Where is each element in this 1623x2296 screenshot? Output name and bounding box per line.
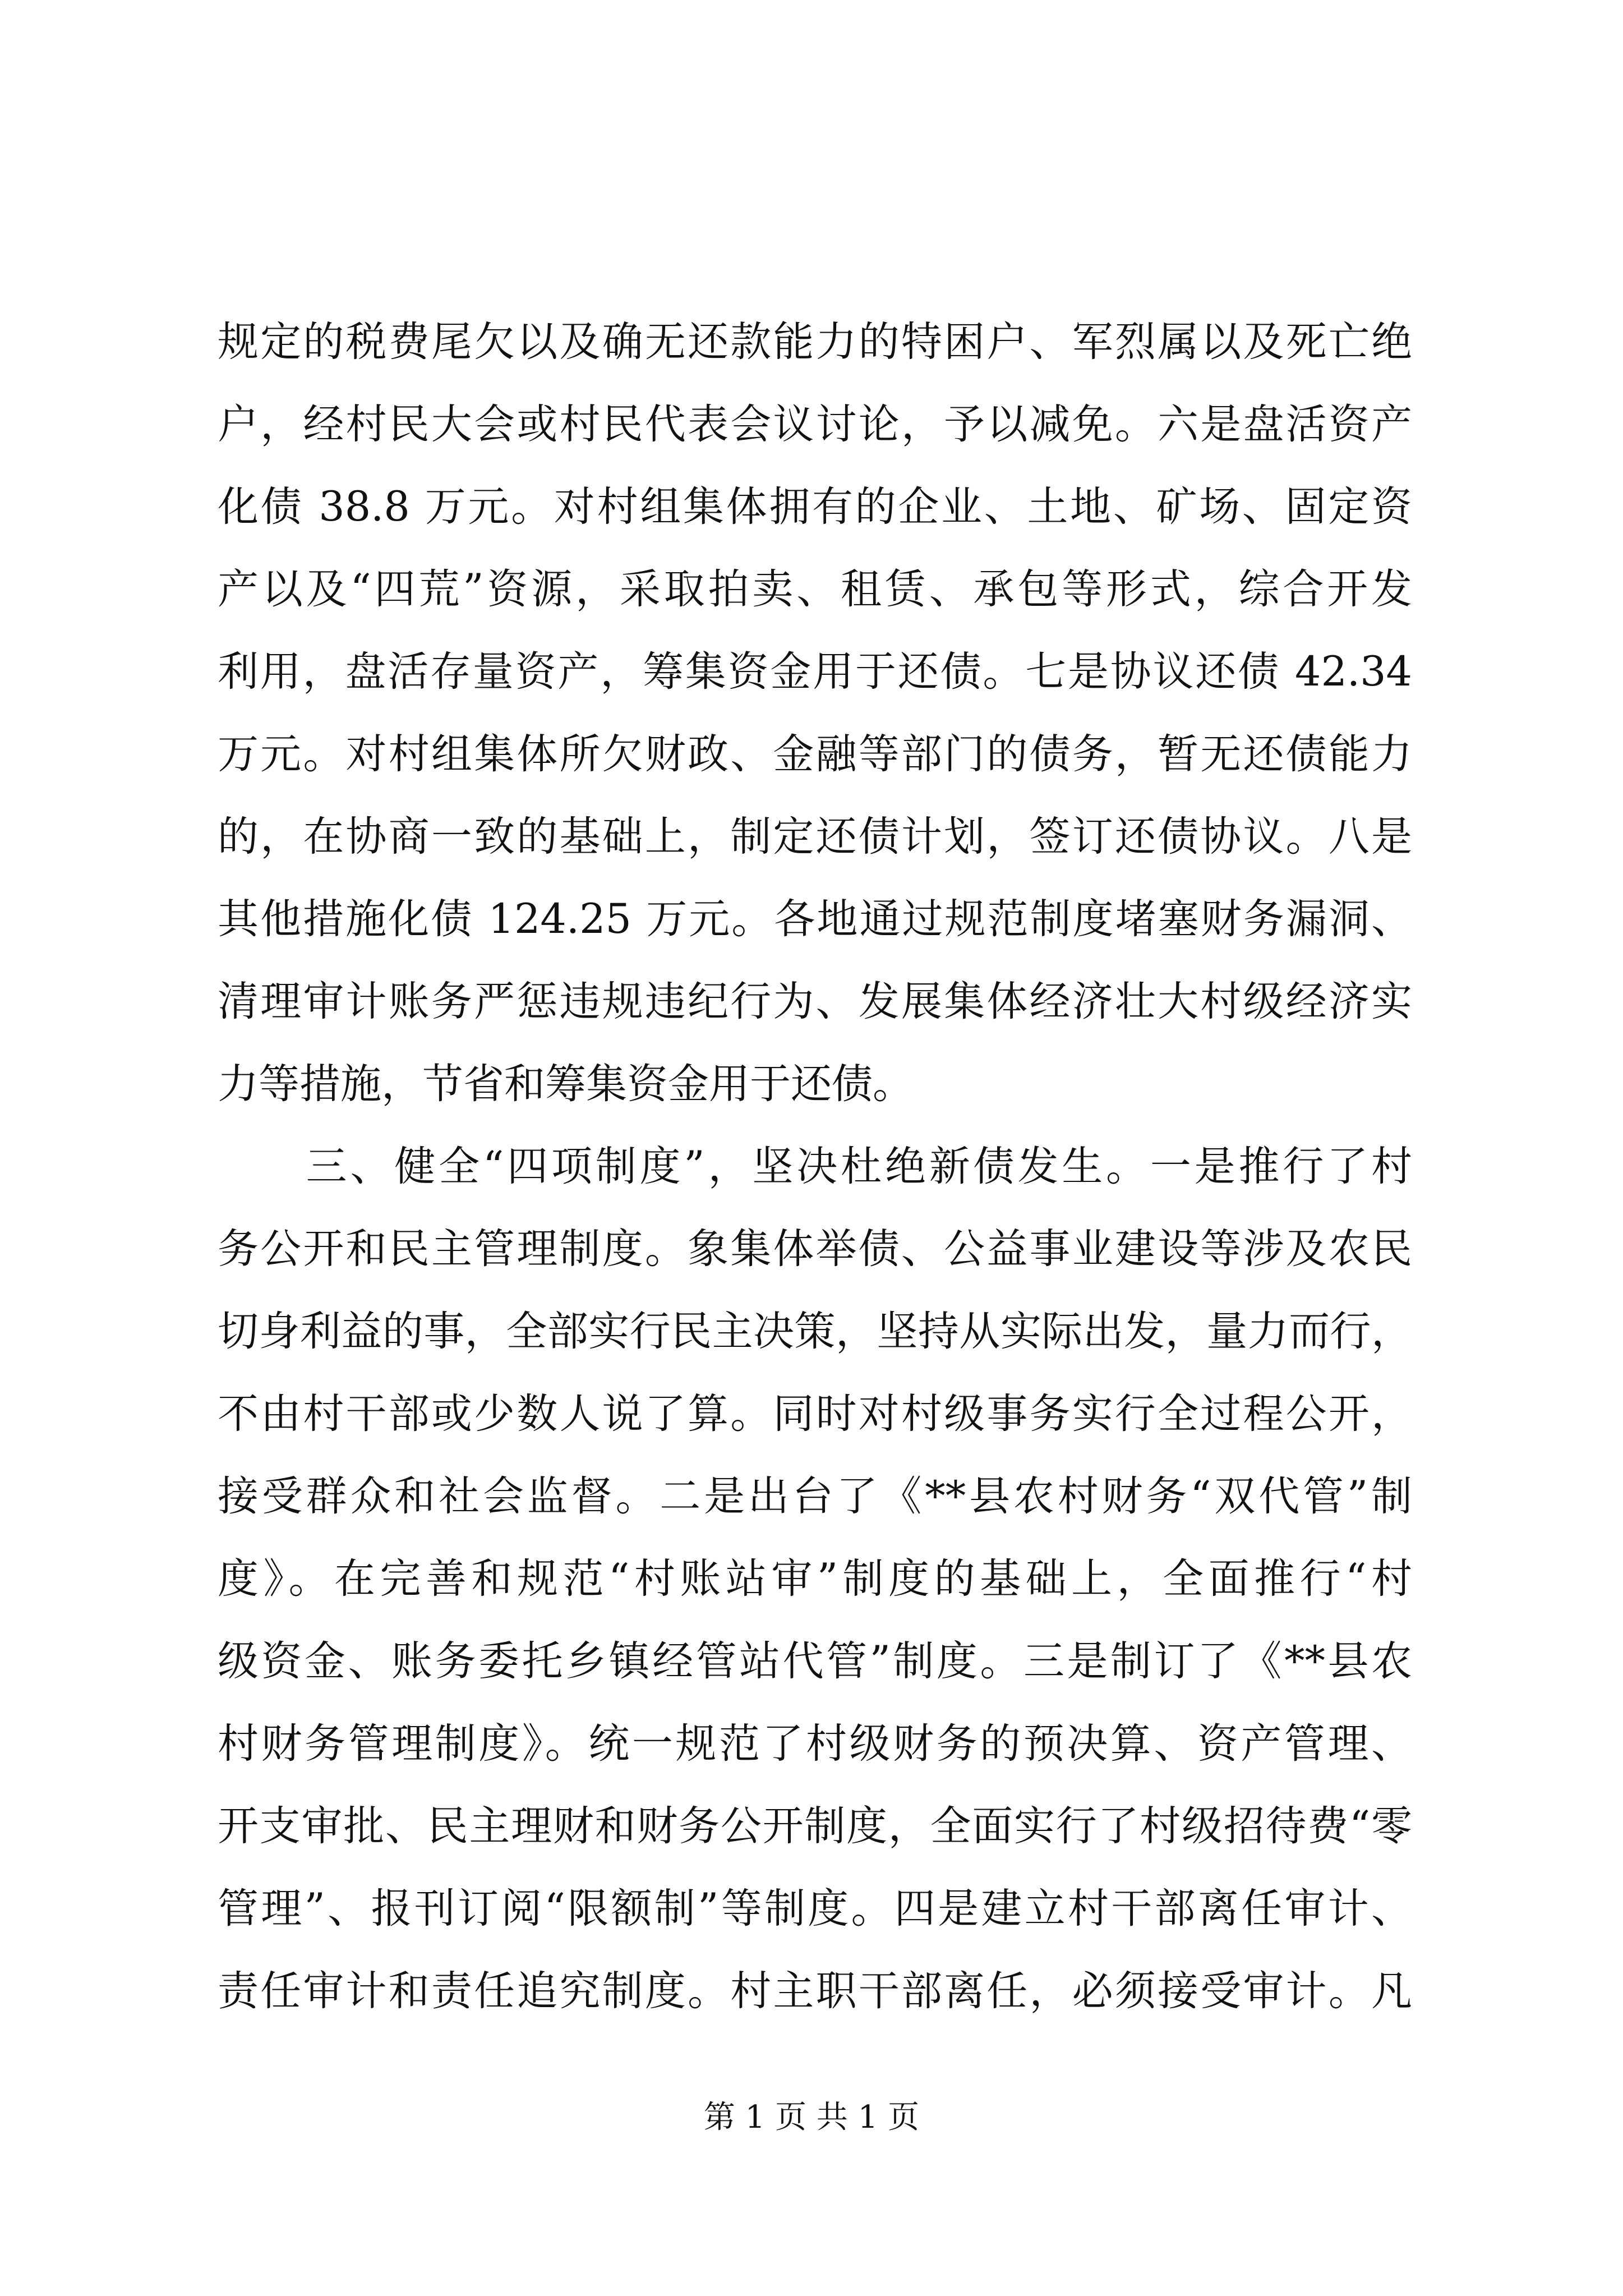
text-line: 务公开和民主管理制度。象集体举债、公益事业建设等涉及农民 bbox=[218, 1225, 1412, 1273]
text-line: 不由村干部或少数人说了算。同时对村级事务实行全过程公开， bbox=[218, 1390, 1412, 1438]
text-line: 的，在协商一致的基础上，制定还债计划，签订还债协议。八是 bbox=[218, 813, 1412, 861]
text-line: 产以及“四荒”资源，采取拍卖、租赁、承包等形式，综合开发 bbox=[218, 565, 1412, 613]
text-line: 其他措施化债 124.25 万元。各地通过规范制度堵塞财务漏洞、 bbox=[218, 895, 1412, 943]
text-line: 管理”、报刊订阅“限额制”等制度。四是建立村干部离任审计、 bbox=[218, 1885, 1412, 1932]
text-line: 切身利益的事，全部实行民主决策，坚持从实际出发，量力而行， bbox=[218, 1308, 1412, 1355]
text-line: 度》。在完善和规范“村账站审”制度的基础上，全面推行“村 bbox=[218, 1555, 1412, 1603]
text-line: 规定的税费尾欠以及确无还款能力的特困户、军烈属以及死亡绝 bbox=[218, 318, 1412, 366]
text-line-paragraph-end: 力等措施，节省和筹集资金用于还债。 bbox=[218, 1060, 914, 1108]
text-line: 万元。对村组集体所欠财政、金融等部门的债务，暂无还债能力 bbox=[218, 730, 1412, 778]
text-line: 接受群众和社会监督。二是出台了《**县农村财务“双代管”制 bbox=[218, 1473, 1412, 1520]
text-line: 化债 38.8 万元。对村组集体拥有的企业、土地、矿场、固定资 bbox=[218, 483, 1412, 531]
text-line: 责任审计和责任追究制度。村主职干部离任，必须接受审计。凡 bbox=[218, 1967, 1412, 2015]
text-line: 利用，盘活存量资产，筹集资金用于还债。七是协议还债 42.34 bbox=[218, 648, 1412, 696]
text-line: 村财务管理制度》。统一规范了村级财务的预决算、资产管理、 bbox=[218, 1720, 1412, 1768]
text-line: 开支审批、民主理财和财务公开制度，全面实行了村级招待费“零 bbox=[218, 1802, 1412, 1850]
text-line: 清理审计账务严惩违规违纪行为、发展集体经济壮大村级经济实 bbox=[218, 978, 1412, 1025]
body-text bbox=[218, 301, 1412, 2032]
section-heading-line: 三、健全“四项制度”，坚决杜绝新债发生。一是推行了村 bbox=[218, 1143, 1412, 1190]
text-line: 户，经村民大会或村民代表会议讨论，予以减免。六是盘活资产 bbox=[218, 401, 1412, 448]
text-line: 级资金、账务委托乡镇经管站代管”制度。三是制订了《**县农 bbox=[218, 1637, 1412, 1685]
page-number-footer: 第 1 页 共 1 页 bbox=[703, 2099, 920, 2136]
